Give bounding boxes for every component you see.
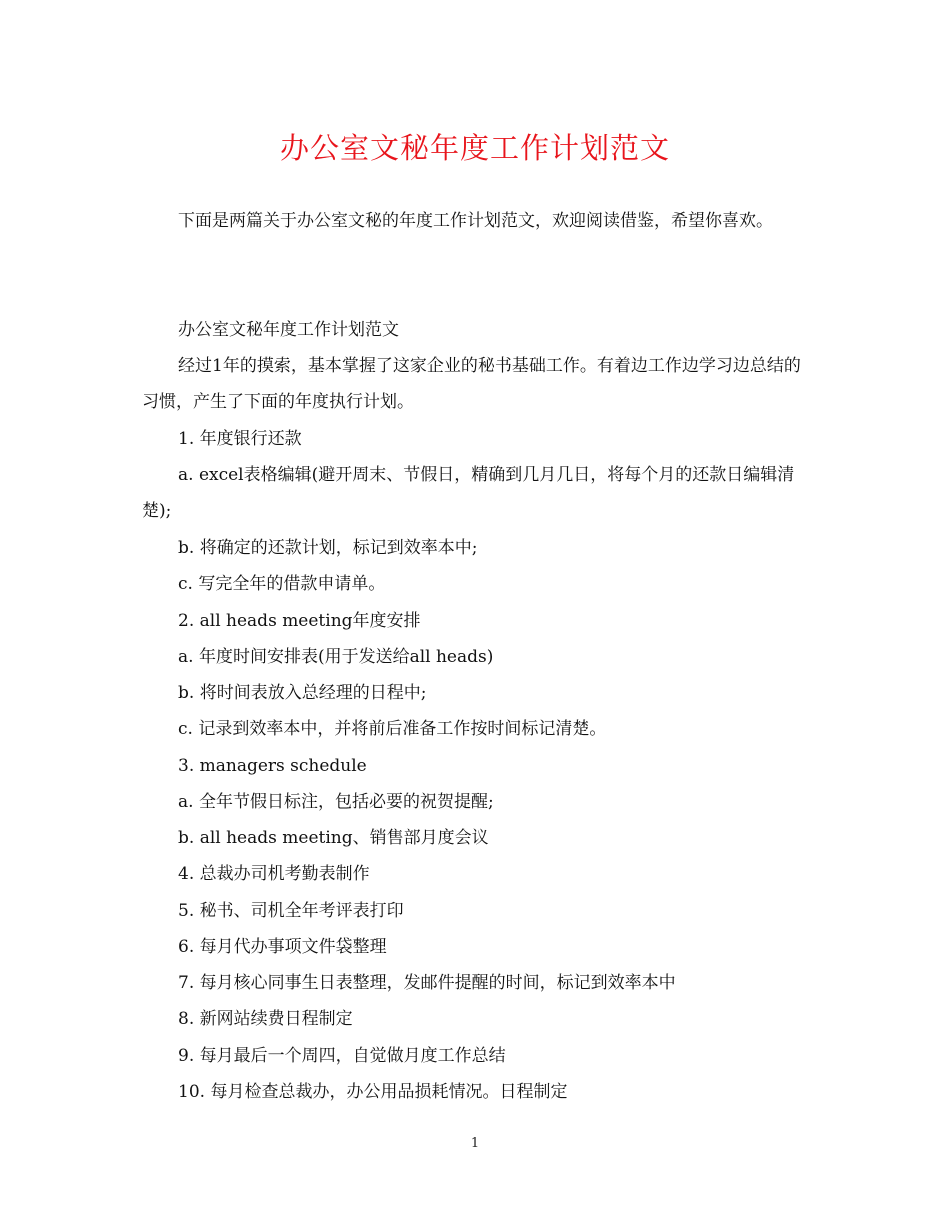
intro-paragraph: 下面是两篇关于办公室文秘的年度工作计划范文，欢迎阅读借鉴，希望你喜欢。 xyxy=(178,211,773,231)
list-item: 8. 新网站续费日程制定 xyxy=(178,1009,353,1029)
list-item: 3. managers schedule xyxy=(178,756,367,776)
list-item: a. excel表格编辑(避开周末、节假日，精确到几月几日，将每个月的还款日编辑清楚); xyxy=(142,465,795,521)
list-item: 2. all heads meeting年度安排 xyxy=(178,611,421,631)
list-item: 6. 每月代办事项文件袋整理 xyxy=(178,937,387,957)
list-item: 7. 每月核心同事生日表整理，发邮件提醒的时间，标记到效率本中 xyxy=(178,973,676,993)
list-item: a. 年度时间安排表(用于发送给all heads) xyxy=(178,647,494,667)
list-item: b. all heads meeting、销售部月度会议 xyxy=(178,828,489,848)
overview-paragraph: 经过1年的摸索，基本掌握了这家企业的秘书基础工作。有着边工作边学习边总结的习惯，产生了下面的年度执行计划。 xyxy=(142,356,801,412)
page-number: 1 xyxy=(470,1136,480,1151)
list-item: a. 全年节假日标注，包括必要的祝贺提醒; xyxy=(178,792,494,812)
list-item: 5. 秘书、司机全年考评表打印 xyxy=(178,901,404,921)
document-title: 办公室文秘年度工作计划范文 xyxy=(279,131,670,165)
list-item: b. 将时间表放入总经理的日程中; xyxy=(178,683,427,703)
list-item: b. 将确定的还款计划，标记到效率本中; xyxy=(178,538,478,558)
list-item: 1. 年度银行还款 xyxy=(178,429,302,449)
list-item: 9. 每月最后一个周四，自觉做月度工作总结 xyxy=(178,1046,506,1066)
list-item: 10. 每月检查总裁办，办公用品损耗情况。日程制定 xyxy=(178,1082,568,1102)
list-item: c. 记录到效率本中，并将前后准备工作按时间标记清楚。 xyxy=(178,719,607,739)
section-heading: 办公室文秘年度工作计划范文 xyxy=(178,320,399,340)
list-item: 4. 总裁办司机考勤表制作 xyxy=(178,864,370,884)
list-item: c. 写完全年的借款申请单。 xyxy=(178,574,386,594)
